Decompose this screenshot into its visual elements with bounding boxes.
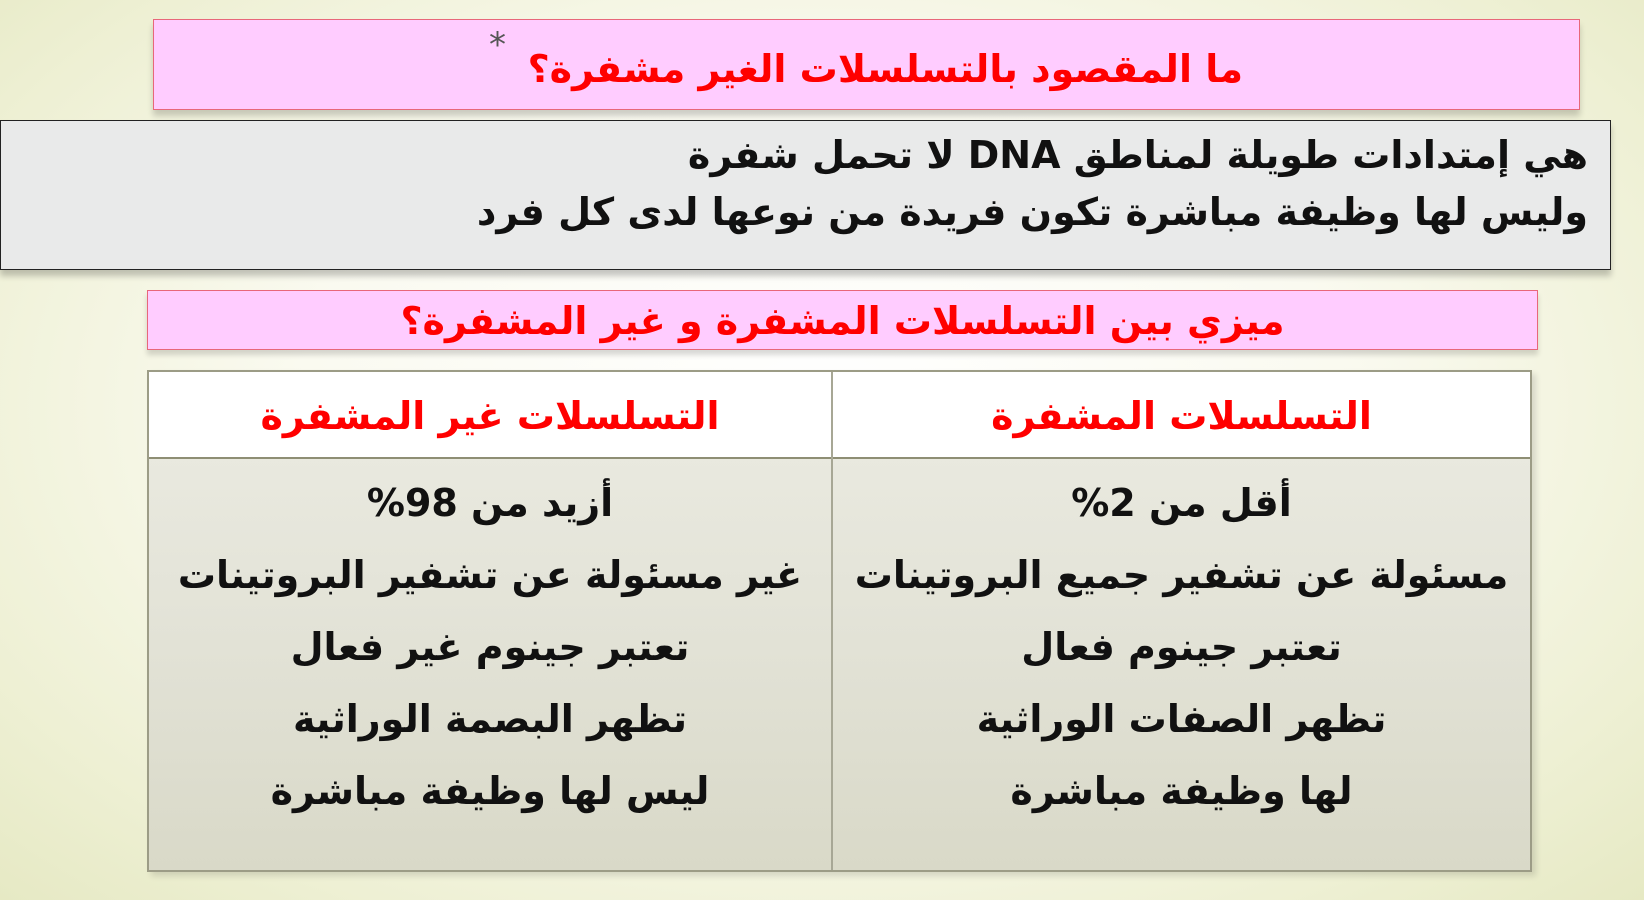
table-cell: تعتبر جينوم فعال	[1021, 625, 1342, 669]
table-cell: لها وظيفة مباشرة	[1010, 769, 1353, 813]
question-title: ما المقصود بالتسلسلات الغير مشفرة؟	[527, 47, 1243, 91]
question-box-compare	[147, 290, 1538, 350]
asterisk-bullet: *	[489, 25, 506, 65]
table-cell: غير مسئولة عن تشفير البروتينات	[177, 553, 803, 597]
table-cell: تعتبر جينوم غير فعال	[290, 625, 690, 669]
question-box-definition	[153, 19, 1580, 110]
column-noncoding	[149, 372, 831, 870]
table-cell: تظهر البصمة الوراثية	[292, 697, 688, 741]
table-cell: مسئولة عن تشفير جميع البروتينات	[854, 553, 1509, 597]
answer-line-1: هي إمتدادات طويلة لمناطق DNA لا تحمل شفرة	[687, 133, 1588, 177]
table-cell: ليس لها وظيفة مباشرة	[270, 769, 710, 813]
compare-question-title: ميزي بين التسلسلات المشفرة و غير المشفرة؟	[400, 299, 1285, 343]
comparison-table	[147, 370, 1532, 872]
column-coding	[833, 372, 1530, 870]
column-header-coding: التسلسلات المشفرة	[991, 394, 1372, 438]
table-cell: تظهر الصفات الوراثية	[976, 697, 1387, 741]
table-cell: أقل من 2%	[1071, 481, 1292, 525]
column-header-noncoding: التسلسلات غير المشفرة	[260, 394, 720, 438]
answer-line-2: وليس لها وظيفة مباشرة تكون فريدة من نوعها لدى كل فرد	[476, 190, 1588, 234]
table-cell: أزيد من 98%	[366, 481, 614, 525]
answer-box	[0, 120, 1611, 270]
